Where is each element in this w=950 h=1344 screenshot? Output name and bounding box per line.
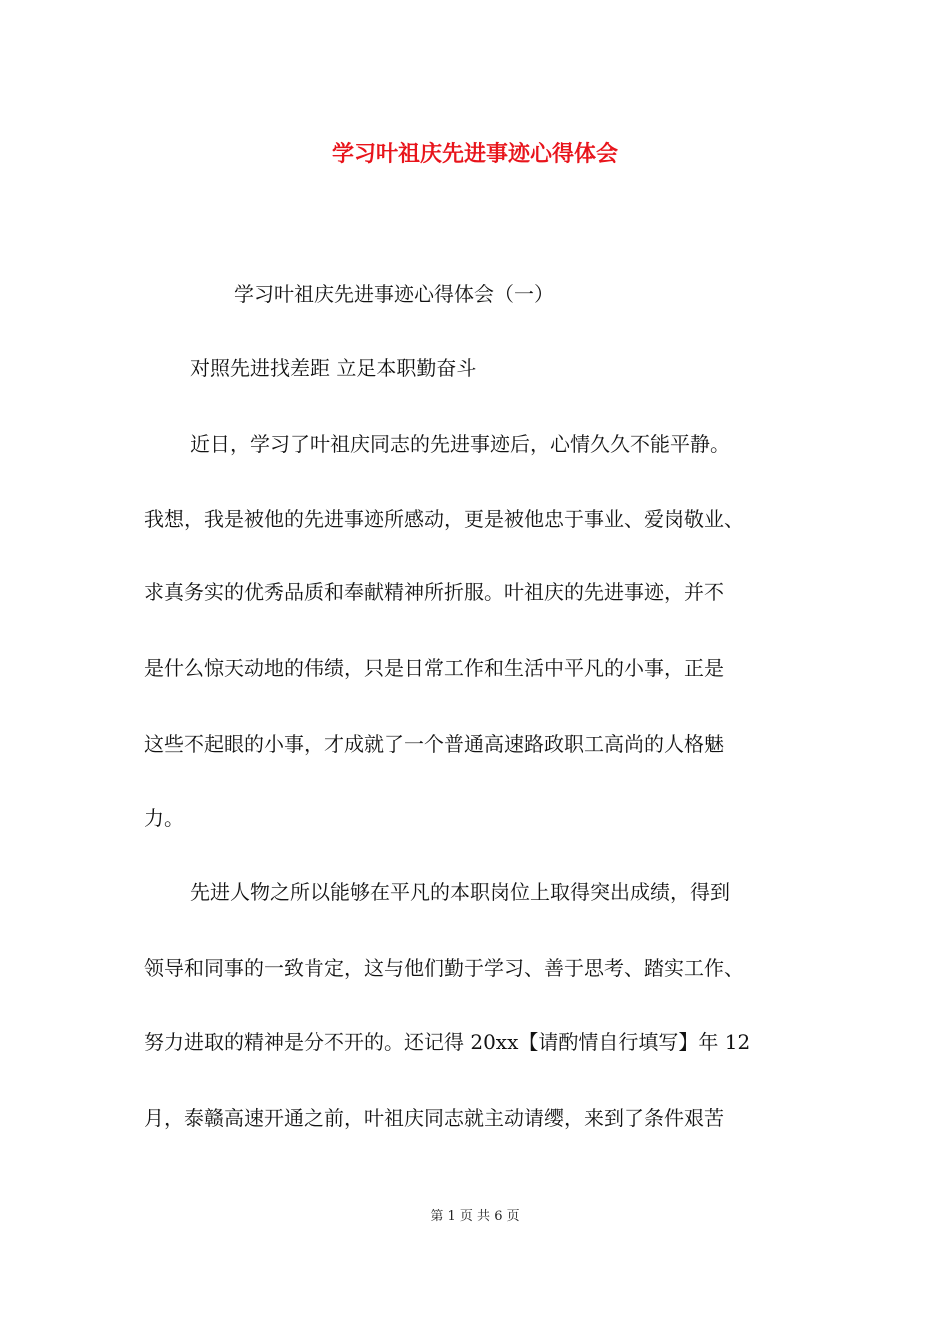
paragraph-2-line-2: 领导和同事的一致肯定，这与他们勤于学习、善于思考、踏实工作、: [144, 956, 744, 980]
section-heading: 对照先进找差距 立足本职勤奋斗: [190, 356, 477, 380]
paragraph-1-line-4: 是什么惊天动地的伟绩，只是日常工作和生活中平凡的小事，正是: [144, 656, 724, 680]
paragraph-2-line-3: 努力进取的精神是分不开的。还记得 20xx【请酌情自行填写】年 12: [144, 1030, 751, 1054]
paragraph-1-line-2: 我想，我是被他的先进事迹所感动，更是被他忠于事业、爱岗敬业、: [144, 507, 744, 531]
paragraph-1-line-6: 力。: [144, 806, 184, 830]
section-subtitle: 学习叶祖庆先进事迹心得体会（一）: [234, 282, 554, 306]
paragraph-2-line-4: 月，泰赣高速开通之前，叶祖庆同志就主动请缨，来到了条件艰苦: [144, 1106, 724, 1130]
paragraph-1-line-1: 近日，学习了叶祖庆同志的先进事迹后，心情久久不能平静。: [190, 432, 730, 456]
paragraph-1-line-5: 这些不起眼的小事，才成就了一个普通高速路政职工高尚的人格魅: [144, 732, 724, 756]
paragraph-1-line-3: 求真务实的优秀品质和奉献精神所折服。叶祖庆的先进事迹，并不: [144, 580, 724, 604]
page-indicator: 第 1 页 共 6 页: [430, 1209, 520, 1224]
document-title: 学习叶祖庆先进事迹心得体会: [331, 141, 618, 167]
paragraph-2-line-1: 先进人物之所以能够在平凡的本职岗位上取得突出成绩，得到: [190, 880, 730, 904]
